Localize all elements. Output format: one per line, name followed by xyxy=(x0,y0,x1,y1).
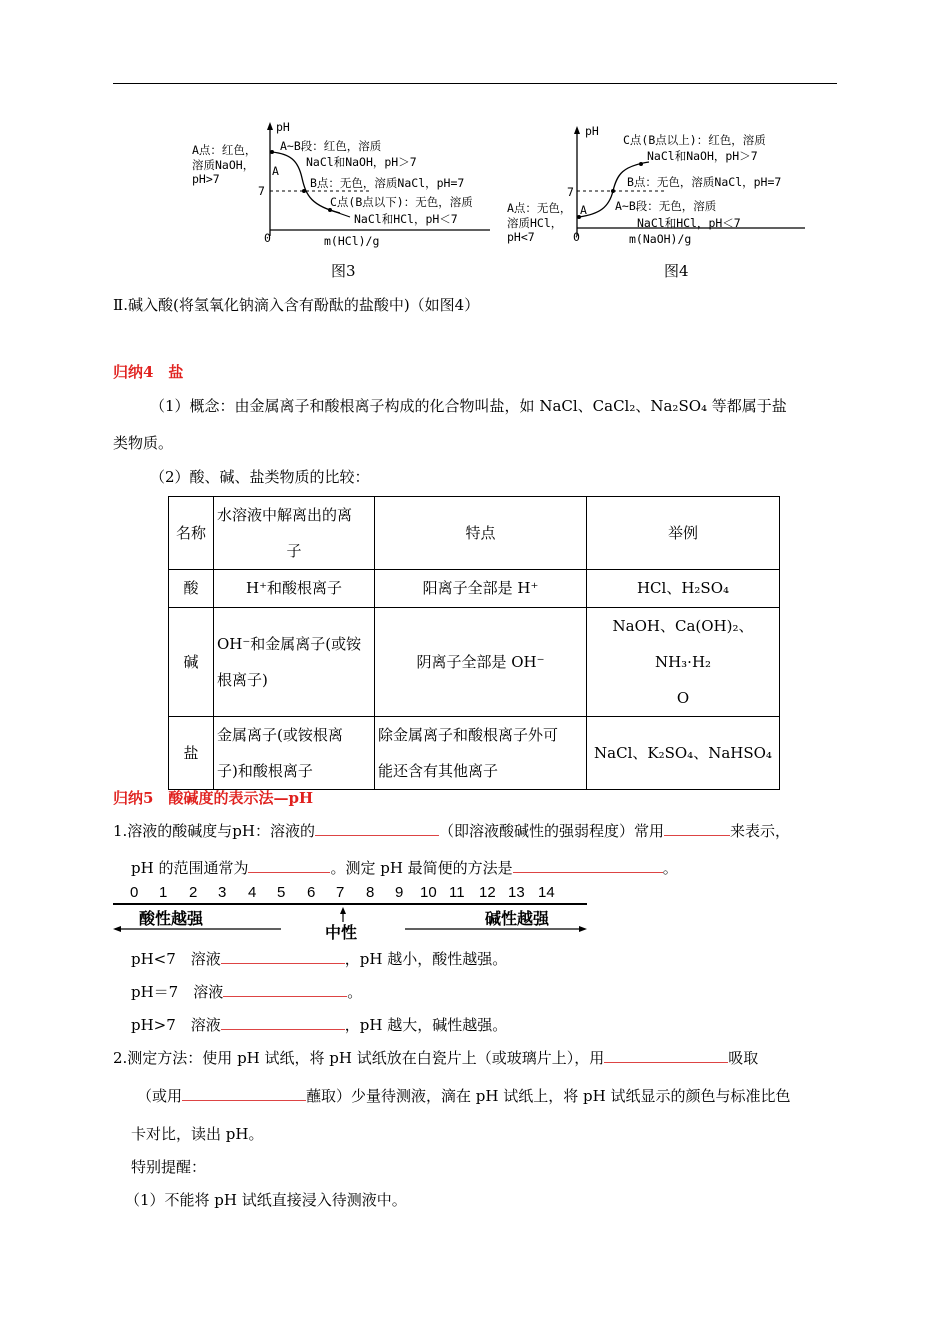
ph-num-14: 14 xyxy=(538,884,555,901)
fig4-origin: 0 xyxy=(573,230,580,244)
fig4-point-b: B点：无色，溶质NaCl，pH=7 xyxy=(627,175,782,189)
figure-4 xyxy=(505,122,825,252)
ph-num-13: 13 xyxy=(508,884,525,901)
fig3-seg-ab-1: A~B段：红色，溶质 xyxy=(280,139,382,153)
fig4-left-note-3: pH<7 xyxy=(507,230,535,244)
table-row-base xyxy=(169,608,780,717)
fig4-left-note-2: 溶质HCl， xyxy=(507,216,563,230)
ph-base-label: 碱性越强 xyxy=(485,911,550,928)
fig3-point-a: A xyxy=(272,164,279,178)
figure-3 xyxy=(190,118,510,258)
fig3-point-c-1: C点(B点以下)：无色，溶质 xyxy=(330,195,473,209)
fig4-point-a: A xyxy=(580,203,587,217)
ph-num-8: 8 xyxy=(366,884,375,901)
ph-gt7-blank[interactable] xyxy=(221,1015,345,1030)
salt-feature: 除金属离子和酸根离子外可 能还含有其他离子 xyxy=(375,717,587,790)
ph-num-6: 6 xyxy=(307,884,316,901)
fig3-left-note-1: A点：红色， xyxy=(192,143,257,157)
remind-title: 特别提醒： xyxy=(131,1158,207,1176)
fig3-point-c-2: NaCl和HCl，pH＜7 xyxy=(354,212,458,226)
ph-lt7-line: pH<7 溶液 ，pH 越小，酸性越强。 xyxy=(131,950,508,968)
fig4-point-c-1: C点(B点以上)：红色，溶质 xyxy=(623,133,766,147)
p1-line2: 类物质。 xyxy=(113,434,174,452)
fig4-seg-ab-1: A~B段：无色，溶质 xyxy=(615,199,717,213)
ph-num-11: 11 xyxy=(449,884,465,901)
fig4-seg-ab-2: NaCl和HCl，pH＜7 xyxy=(637,216,741,230)
fig4-left-note-1: A点：无色， xyxy=(507,201,572,215)
q1-line2: pH 的范围通常为 。测定 pH 最简便的方法是 。 xyxy=(131,859,678,877)
ph-eq7-blank[interactable] xyxy=(223,982,347,997)
ph-num-9: 9 xyxy=(395,884,404,901)
acid-feature: 阳离子全部是 H⁺ xyxy=(375,570,587,608)
p1-line1: （1）概念：由金属离子和酸根离子构成的化合物叫盐，如 NaCl、CaCl₂、Na₂SO₄ 等都属于盐 xyxy=(150,397,787,415)
ph-num-5: 5 xyxy=(277,884,286,901)
ph-num-10: 10 xyxy=(420,884,437,901)
fig4-y-axis-label: pH xyxy=(585,124,599,138)
fig3-seg-ab-2: NaCl和NaOH，pH＞7 xyxy=(306,155,417,169)
ph-num-2: 2 xyxy=(189,884,198,901)
ph-num-0: 0 xyxy=(130,884,139,901)
q1-blank-2[interactable] xyxy=(664,821,730,836)
q2-line2: （或用 蘸取）少量待测液，滴在 pH 试纸上，将 pH 试纸显示的颜色与标准比色 xyxy=(137,1087,791,1105)
heading-5: 归纳5 酸碱度的表示法—pH xyxy=(113,789,314,807)
ph-acid-label: 酸性越强 xyxy=(139,911,204,928)
q1-blank-4[interactable] xyxy=(513,858,663,873)
ph-eq7-line: pH＝7 溶液 。 xyxy=(131,983,363,1001)
th-feature: 特点 xyxy=(375,497,587,570)
fig3-tick-7: 7 xyxy=(258,184,265,198)
th-ions: 水溶液中解离出的离 子 xyxy=(214,497,375,570)
base-example: NaOH、Ca(OH)₂、NH₃·H₂ O xyxy=(587,608,780,717)
heading-4: 归纳4 盐 xyxy=(113,363,184,381)
fig3-left-note-3: pH>7 xyxy=(192,172,220,186)
table-row-acid xyxy=(169,570,780,608)
fig3-point-b: B点：无色，溶质NaCl，pH=7 xyxy=(310,176,465,190)
ph-num-7: 7 xyxy=(336,884,345,901)
comparison-table xyxy=(168,496,780,790)
fig3-left-note-2: 溶质NaOH， xyxy=(192,158,255,172)
header-rule xyxy=(113,83,837,84)
acid-example: HCl、H₂SO₄ xyxy=(587,570,780,608)
acid-name: 酸 xyxy=(169,570,214,608)
fig3-caption: 图3 xyxy=(331,262,356,280)
q2-blank-1[interactable] xyxy=(604,1048,728,1063)
fig4-tick-7: 7 xyxy=(567,185,574,199)
q2-line1: 2.测定方法：使用 pH 试纸，将 pH 试纸放在白瓷片上（或玻璃片上），用 吸取 xyxy=(113,1049,759,1067)
salt-name: 盐 xyxy=(169,717,214,790)
ph-gt7-line: pH>7 溶液 ，pH 越大，碱性越强。 xyxy=(131,1016,508,1034)
ph-num-3: 3 xyxy=(218,884,227,901)
ph-lt7-blank[interactable] xyxy=(221,949,345,964)
acid-ions: H⁺和酸根离子 xyxy=(214,570,375,608)
q1-line1: 1.溶液的酸碱度与pH：溶液的 （即溶液酸碱性的强弱程度）常用 来表示， xyxy=(113,822,791,840)
q1-blank-3[interactable] xyxy=(248,858,330,873)
table-row-salt xyxy=(169,717,780,790)
salt-example: NaCl、K₂SO₄、NaHSO₄ xyxy=(587,717,780,790)
ph-num-1: 1 xyxy=(159,884,168,901)
q1-blank-1[interactable] xyxy=(315,821,439,836)
fig3-origin: 0 xyxy=(264,231,271,245)
fig4-point-c-2: NaCl和NaOH，pH＞7 xyxy=(647,149,758,163)
th-name: 名称 xyxy=(169,497,214,570)
base-ions: OH⁻和金属离子(或铵 根离子) xyxy=(214,608,375,717)
table-header-row xyxy=(169,497,780,570)
ph-num-12: 12 xyxy=(479,884,496,901)
fig4-x-axis-label: m(NaOH)/g xyxy=(629,232,692,246)
fig4-caption: 图4 xyxy=(664,262,689,280)
q2-line3: 卡对比，读出 pH。 xyxy=(131,1125,264,1143)
ph-scale xyxy=(113,882,593,942)
ph-num-4: 4 xyxy=(248,884,257,901)
base-name: 碱 xyxy=(169,608,214,717)
base-feature: 阴离子全部是 OH⁻ xyxy=(375,608,587,717)
section-ii: Ⅱ.碱入酸(将氢氧化钠滴入含有酚酞的盐酸中)（如图4） xyxy=(113,296,480,314)
th-example: 举例 xyxy=(587,497,780,570)
q2-blank-2[interactable] xyxy=(182,1086,306,1101)
p2: （2）酸、碱、盐类物质的比较： xyxy=(150,468,370,486)
remind-1: （1）不能将 pH 试纸直接浸入待测液中。 xyxy=(125,1191,407,1209)
fig3-x-axis-label: m(HCl)/g xyxy=(324,234,380,248)
fig3-y-axis-label: pH xyxy=(276,120,290,134)
salt-ions: 金属离子(或铵根离 子)和酸根离子 xyxy=(214,717,375,790)
ph-neutral-label: 中性 xyxy=(325,925,358,942)
